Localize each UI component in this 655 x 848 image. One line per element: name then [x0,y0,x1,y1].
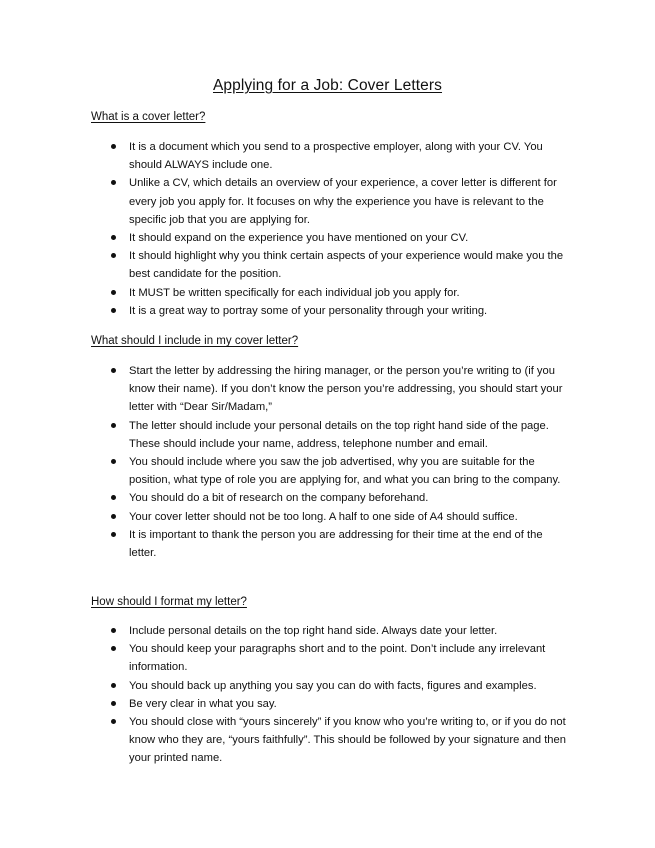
list-item: It should expand on the experience you have mentioned on your CV. [0,229,569,247]
bullet-icon [111,701,116,706]
list-item: It is a great way to portray some of your personality through your writing. [0,302,569,320]
list-item: Unlike a CV, which details an overview of your experience, a cover letter is different for every job you apply for. It focuses on why the experience you have is relevant to the specific job that you are applying for. [0,174,569,229]
bullet-list-what-is [0,138,655,320]
bullet-icon [111,180,116,185]
section-heading-how-format: How should I format my letter? [91,596,247,608]
list-item: It is important to thank the person you are addressing for their time at the end of the letter. [0,526,569,562]
bullet-icon [111,683,116,688]
bullet-icon [111,308,116,313]
bullet-icon [111,423,116,428]
list-item: Start the letter by addressing the hiring manager, or the person you’re writing to (if you know their name). If you don’t know the person you’re addressing, you should start your letter with “Dear Sir/Madam,” [0,362,569,417]
list-item: The letter should include your personal details on the top right hand side of the page. These should include your name, address, telephone number and email. [0,417,569,453]
section-heading-what-include: What should I include in my cover letter? [91,335,299,347]
list-item: You should back up anything you say you can do with facts, figures and examples. [0,677,569,695]
list-item: Be very clear in what you say. [0,695,569,713]
bullet-icon [111,532,116,537]
document-title: Applying for a Job: Cover Letters [212,77,443,94]
list-item: You should include where you saw the job advertised, why you are suitable for the position, what type of role you are applying for, and what you can bring to the company. [0,453,569,489]
bullet-icon [111,235,116,240]
list-item: Your cover letter should not be too long. A half to one side of A4 should suffice. [0,508,569,526]
bullet-icon [111,368,116,373]
bullet-icon [111,495,116,500]
section-heading-what-is: What is a cover letter? [91,111,206,123]
list-item: You should close with “yours sincerely” if you know who you’re writing to, or if you do not know who they are, “yours faithfully”. This should be followed by your signature and then your printed name. [0,713,569,768]
bullet-icon [111,290,116,295]
list-item: It is a document which you send to a prospective employer, along with your CV. You should ALWAYS include one. [0,138,569,174]
bullet-icon [111,719,116,724]
bullet-icon [111,144,116,149]
bullet-icon [111,646,116,651]
bullet-icon [111,628,116,633]
list-item: Include personal details on the top right hand side. Always date your letter. [0,622,569,640]
bullet-icon [111,459,116,464]
bullet-icon [111,514,116,519]
list-item: You should keep your paragraphs short and to the point. Don’t include any irrelevant information. [0,640,569,676]
bullet-list-how-format [0,622,655,768]
list-item: It should highlight why you think certain aspects of your experience would make you the best candidate for the position. [0,247,569,283]
list-item: It MUST be written specifically for each individual job you apply for. [0,284,569,302]
bullet-list-what-include [0,362,655,562]
list-item: You should do a bit of research on the company beforehand. [0,489,569,507]
bullet-icon [111,253,116,258]
